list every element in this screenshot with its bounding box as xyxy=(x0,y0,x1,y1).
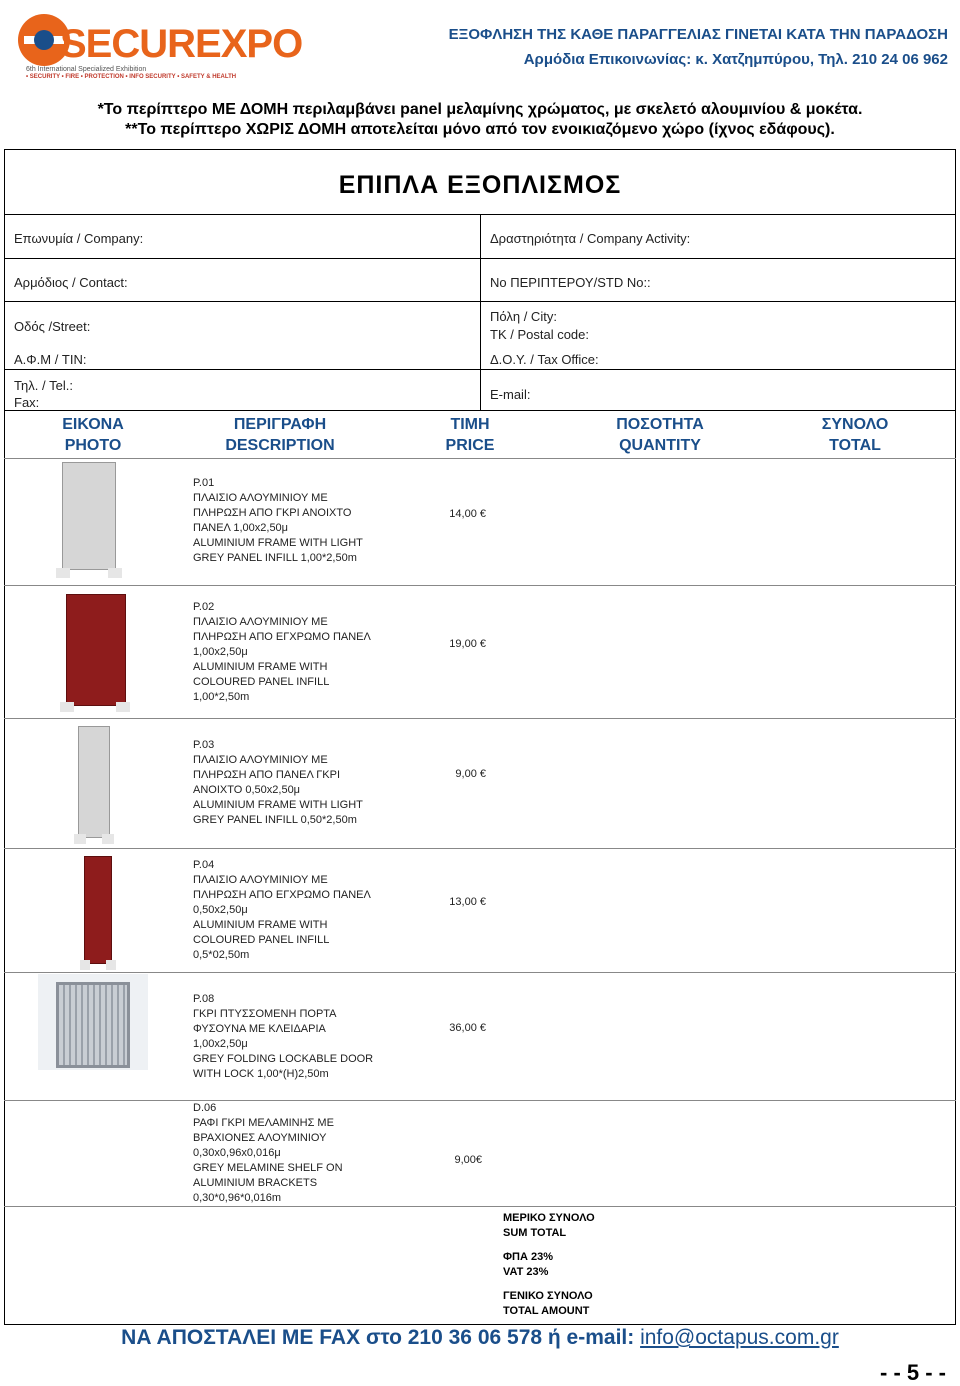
item-price: 36,00 € xyxy=(449,1022,486,1034)
page-number: - - 5 - - xyxy=(880,1360,946,1385)
col-quantity-header: ΠΟΣΟΤΗΤΑ QUANTITY xyxy=(616,416,704,454)
logo-tagline: • SECURITY • FIRE • PROTECTION • INFO SECURITY • SAFETY & HEALTH xyxy=(26,74,237,80)
note-with-structure: *Το περίπτερο ΜΕ ΔΟΜΗ περιλαμβάνει panel μελαμίνης χρώματος, με σκελετό αλουμινίου & μοκέτα. xyxy=(97,101,863,118)
col-price-header: ΤΙΜΗ PRICE xyxy=(445,416,495,454)
header-payment-info xyxy=(449,22,948,72)
fax-text: ΝΑ ΑΠΟΣΤΑΛΕΙ ΜΕ FAX στο 210 36 06 578 ή e-mail: xyxy=(121,1326,641,1349)
col-description-header: ΠΕΡΙΓΡΑΦΗ DESCRIPTION xyxy=(225,416,335,454)
tax-office-field-label: Δ.Ο.Υ. / Tax Office: xyxy=(490,352,599,367)
photo-folding-door xyxy=(38,974,148,1070)
row-separator xyxy=(4,585,956,586)
vat-label: ΦΠΑ 23% VAT 23% xyxy=(503,1251,553,1278)
stand-number-field-label: Νο ΠΕΡΙΠΤΕΡΟΥ/STD No:: xyxy=(490,275,651,290)
item-description: D.06 ΡΑΦΙ ΓΚΡΙ ΜΕΛΑΜΙΝΗΣ ΜΕ ΒΡΑΧΙΟΝΕΣ ΑΛΟΥΜΙΝΙΟΥ 0,30x0,96x0,016μ GREY MELAMINE SHELF ON ALUMINIUM BRACKETS 0,30*0,96*0,016m xyxy=(193,1102,343,1204)
note-without-structure: **Το περίπτερο ΧΩΡΙΣ ΔΟΜΗ αποτελείται μόνο από τον ενοικιαζόμενο χώρο (ίχνος εδάφους). xyxy=(125,121,835,138)
tin-field-label: Α.Φ.Μ / TIN: xyxy=(14,352,87,367)
payment-notice: ΕΞΟΦΛΗΣΗ ΤΗΣ ΚΑΘΕ ΠΑΡΑΓΓΕΛΙΑΣ ΓΙΝΕΤΑΙ ΚΑΤΑ ΤΗΝ ΠΑΡΑΔΟΣΗ xyxy=(448,26,948,43)
activity-field-label: Δραστηριότητα / Company Activity: xyxy=(490,231,691,246)
item-price: 19,00 € xyxy=(449,638,486,650)
grand-total-label: ΓΕΝΙΚΟ ΣΥΝΟΛΟ TOTAL AMOUNT xyxy=(503,1290,593,1317)
photo-red-narrow-panel xyxy=(70,852,120,972)
form-title: ΕΠΙΠΛΑ ΕΞΟΠΛΙΣΜΟΣ xyxy=(4,149,956,215)
divider xyxy=(4,458,956,459)
logo-wordmark: SECUREXPO xyxy=(60,22,303,66)
item-price: 14,00 € xyxy=(449,508,486,520)
row-separator xyxy=(4,848,956,849)
email-field-label: E-mail: xyxy=(490,387,531,402)
row-separator xyxy=(4,1206,956,1207)
street-field-label: Οδός /Street: xyxy=(14,319,91,334)
item-description: P.08 ΓΚΡΙ ΠΤΥΣΣΟΜΕΝΗ ΠΟΡΤΑ ΦΥΣΟΥΝΑ ΜΕ ΚΛΕΙΔΑΡΙΑ 1,00x2,50μ GREY FOLDING LOCKABLE DOOR WITH LOCK 1,00*(H)2,50m xyxy=(193,993,374,1080)
row-separator xyxy=(4,1100,956,1101)
photo-grey-narrow-panel xyxy=(60,722,120,846)
item-price: 9,00€ xyxy=(454,1154,482,1166)
item-description: P.01 ΠΛΑΙΣΙΟ ΑΛΟΥΜΙΝΙΟΥ ΜΕ ΠΛΗΡΩΣΗ ΑΠΟ ΓΚΡΙ ΑΝΟΙΧΤΟ ΠΑΝΕΛ 1,00x2,50μ ALUMINIUM FRAME WITH LIGHT GREY PANEL INFILL 1,00*2,50m xyxy=(193,477,363,564)
item-description: P.04 ΠΛΑΙΣΙΟ ΑΛΟΥΜΙΝΙΟΥ ΜΕ ΠΛΗΡΩΣΗ ΑΠΟ ΕΓΧΡΩΜΟ ΠΑΝΕΛ 0,50x2,50μ ALUMINIUM FRAME WITH COLOURED PANEL INFILL 0,5*02,50m xyxy=(193,859,371,961)
sum-total-label: ΜΕΡΙΚΟ ΣΥΝΟΛΟ SUM TOTAL xyxy=(503,1212,595,1239)
item-price: 9,00 € xyxy=(455,768,486,780)
contact-field-label: Αρμόδιος / Contact: xyxy=(14,275,128,290)
fax-instructions xyxy=(0,1326,960,1350)
item-price: 13,00 € xyxy=(449,896,486,908)
city-field-label: Πόλη / City: xyxy=(490,309,557,324)
postal-code-field-label: ΤΚ / Postal code: xyxy=(490,327,589,342)
tel-field-label: Τηλ. / Tel.: xyxy=(14,378,74,393)
company-field-label: Επωνυμία / Company: xyxy=(14,231,144,246)
item-description: P.03 ΠΛΑΙΣΙΟ ΑΛΟΥΜΙΝΙΟΥ ΜΕ ΠΛΗΡΩΣΗ ΑΠΟ ΠΑΝΕΛ ΓΚΡΙ ΑΝΟΙΧΤΟ 0,50x2,50μ ALUMINIUM FRAME WITH LIGHT GREY PANEL INFILL 0,50*2,50m xyxy=(193,739,363,826)
divider xyxy=(4,410,956,411)
col-total-header: ΣΥΝΟΛΟ TOTAL xyxy=(821,416,889,454)
photo-red-panel xyxy=(30,590,130,715)
contact-person: Αρμόδια Επικοινωνίας: κ. Χατζημπύρου, Τηλ. 210 24 06 962 xyxy=(523,51,948,68)
vertical-divider xyxy=(480,215,481,410)
row-separator xyxy=(4,972,956,973)
booth-notes xyxy=(0,100,960,140)
email-link[interactable]: info@octapus.com.gr xyxy=(640,1326,839,1349)
logo-subtitle: 6th International Specialized Exhibition xyxy=(26,66,147,73)
photo-grey-panel xyxy=(30,462,130,582)
fax-field-label: Fax: xyxy=(14,395,40,410)
item-description: P.02 ΠΛΑΙΣΙΟ ΑΛΟΥΜΙΝΙΟΥ ΜΕ ΠΛΗΡΩΣΗ ΑΠΟ ΕΓΧΡΩΜΟ ΠΑΝΕΛ 1,00x2,50μ ALUMINIUM FRAME WITH COLOURED PANEL INFILL 1,00*2,50m xyxy=(193,601,371,703)
row-separator xyxy=(4,718,956,719)
col-photo-header: ΕΙΚΟΝΑ PHOTO xyxy=(62,416,124,454)
